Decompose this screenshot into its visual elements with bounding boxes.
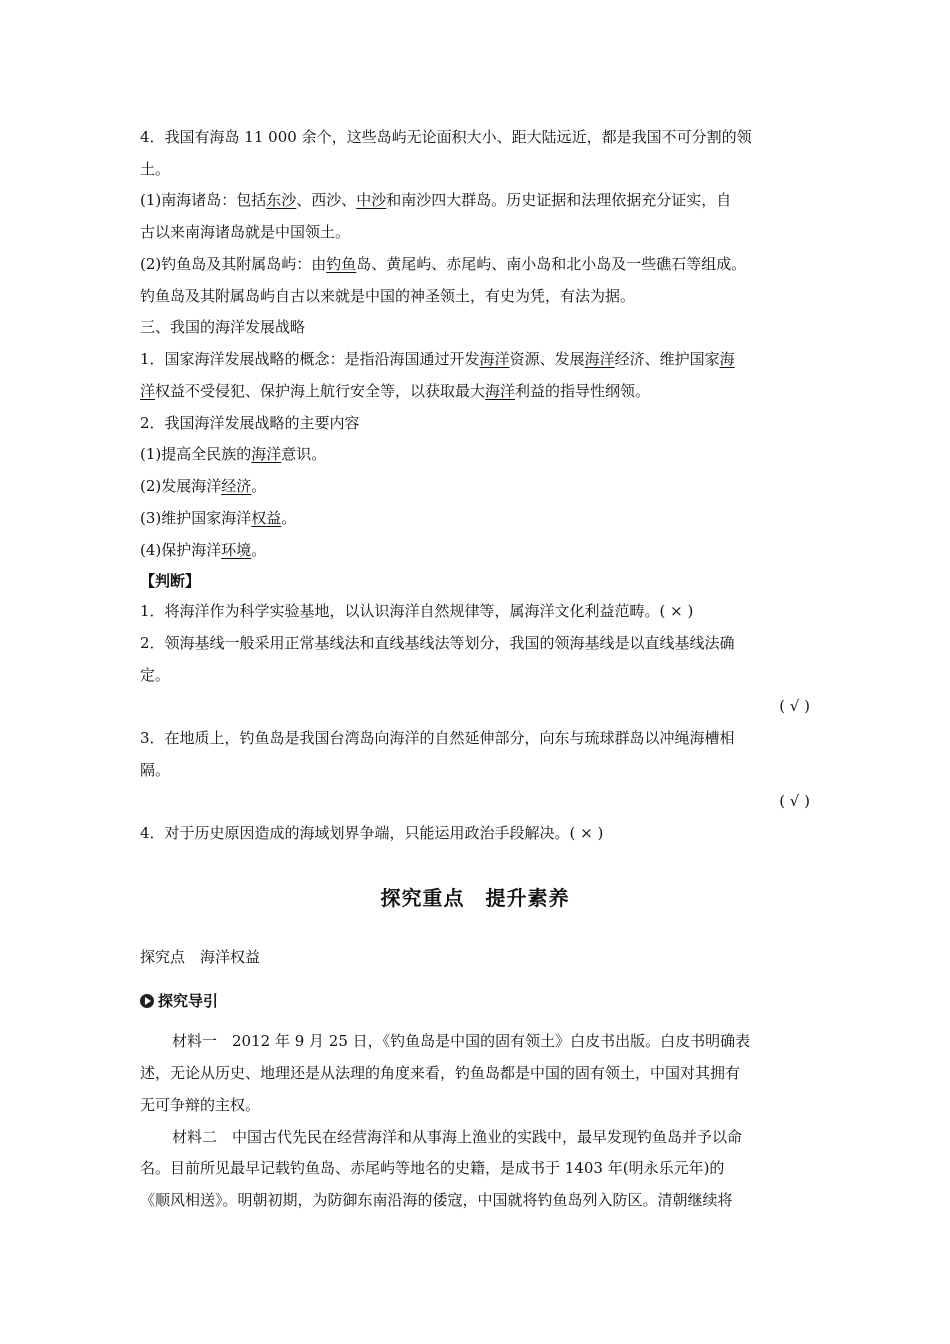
blank-answer: 东沙 (266, 191, 297, 209)
item-4-line-2: 土。 (140, 160, 171, 178)
diaoyu-islands-line-1 (140, 253, 746, 275)
text-segment: 意识。 (281, 445, 327, 463)
blank-answer: 海洋 (584, 350, 615, 368)
material-1-line-3: 无可争辩的主权。 (140, 1096, 261, 1114)
diaoyu-islands-line-2: 钓鱼岛及其附属岛屿自古以来就是中国的神圣领土，有史为凭，有法为据。 (140, 287, 636, 305)
text-segment: (1)提高全民族的 (140, 445, 252, 463)
judge-question-3-line-2: 隔。 (140, 761, 171, 779)
text-segment: 。 (281, 509, 297, 527)
judge-question-4: 4．对于历史原因造成的海域划界争端，只能运用政治手段解决。( × ) (140, 824, 604, 842)
judge-label: 【判断】 (140, 572, 201, 590)
play-circle-icon (140, 994, 154, 1008)
text-segment: (3)维护国家海洋 (140, 509, 252, 527)
text-segment: 1．国家海洋发展战略的概念：是指沿海国通过开发 (140, 350, 480, 368)
strategy-point-1 (140, 443, 326, 465)
text-segment: 利益的指导性纲领。 (515, 382, 651, 400)
text-segment: 经济、维护国家 (614, 350, 720, 368)
strategy-concept-line-1 (140, 348, 735, 370)
text-segment: 和南沙四大群岛。历史证据和法理依据充分证实，自 (386, 191, 732, 209)
south-sea-islands-line-2: 古以来南海诸岛就是中国领土。 (140, 223, 351, 241)
text-segment: 。 (251, 477, 267, 495)
strategy-point-4 (140, 539, 266, 561)
text-segment: 岛、黄尾屿、赤尾屿、南小岛和北小岛及一些礁石等组成。 (356, 255, 747, 273)
blank-answer: 环境 (221, 541, 252, 559)
explore-guide-label: 探究导引 (158, 992, 219, 1010)
explore-point: 探究点 海洋权益 (140, 948, 261, 966)
text-segment: 资源、发展 (509, 350, 585, 368)
material-2-line-1: 材料二 中国古代先民在经营海洋和从事海上渔业的实践中，最早发现钓鱼岛并予以命 (172, 1128, 743, 1146)
text-segment: 。 (251, 541, 267, 559)
material-1-line-1: 材料一 2012 年 9 月 25 日，《钓鱼岛是中国的固有领土》白皮书出版。白皮书明确表 (172, 1032, 751, 1050)
blank-answer: 海洋 (479, 350, 510, 368)
blank-answer: 海洋 (485, 382, 516, 400)
south-sea-islands-line-1 (140, 189, 731, 211)
strategy-content-heading: 2．我国海洋发展战略的主要内容 (140, 414, 360, 432)
text-segment: (2)发展海洋 (140, 477, 222, 495)
material-2-line-3: 《顺风相送》。明朝初期，为防御东南沿海的倭寇，中国就将钓鱼岛列入防区。清朝继续将 (140, 1191, 733, 1209)
text-segment: (1)南海诸岛：包括 (140, 191, 267, 209)
blank-answer: 海洋 (251, 445, 282, 463)
judge-answer-2: ( √ ) (779, 697, 810, 715)
explore-guide (140, 990, 218, 1012)
blank-answer: 中沙 (356, 191, 387, 209)
section-title: 探究重点 提升素养 (380, 886, 570, 910)
strategy-point-3 (140, 507, 296, 529)
blank-answer: 权益 (251, 509, 282, 527)
text-segment: (2)钓鱼岛及其附属岛屿：由 (140, 255, 327, 273)
text-segment: 、西沙、 (296, 191, 357, 209)
judge-question-1: 1．将海洋作为科学实验基地，以认识海洋自然规律等，属海洋文化利益范畴。( × ) (140, 602, 694, 620)
strategy-concept-line-2 (140, 380, 650, 402)
strategy-point-2 (140, 475, 266, 497)
section-3-heading: 三、我国的海洋发展战略 (140, 318, 306, 336)
blank-answer: 海 (719, 350, 735, 368)
text-segment: (4)保护海洋 (140, 541, 222, 559)
judge-question-3-line-1: 3．在地质上，钓鱼岛是我国台湾岛向海洋的自然延伸部分，向东与琉球群岛以冲绳海槽相 (140, 729, 735, 747)
item-4-line-1: 4．我国有海岛 11 000 余个，这些岛屿无论面积大小、距大陆远近，都是我国不可分割的领 (140, 128, 752, 146)
judge-question-2-line-2: 定。 (140, 666, 171, 684)
judge-question-2-line-1: 2．领海基线一般采用正常基线法和直线基线法等划分，我国的领海基线是以直线基线法确 (140, 634, 735, 652)
blank-answer: 洋 (140, 382, 156, 400)
blank-answer: 钓鱼 (326, 255, 357, 273)
text-segment: 权益不受侵犯、保护海上航行安全等，以获取最大 (155, 382, 486, 400)
material-1-line-2: 述，无论从历史、地理还是从法理的角度来看，钓鱼岛都是中国的固有领土，中国对其拥有 (140, 1064, 741, 1082)
judge-answer-3: ( √ ) (779, 792, 810, 810)
material-2-line-2: 名。目前所见最早记载钓鱼岛、赤尾屿等地名的史籍，是成书于 1403 年(明永乐元年)的 (140, 1159, 725, 1177)
blank-answer: 经济 (221, 477, 252, 495)
